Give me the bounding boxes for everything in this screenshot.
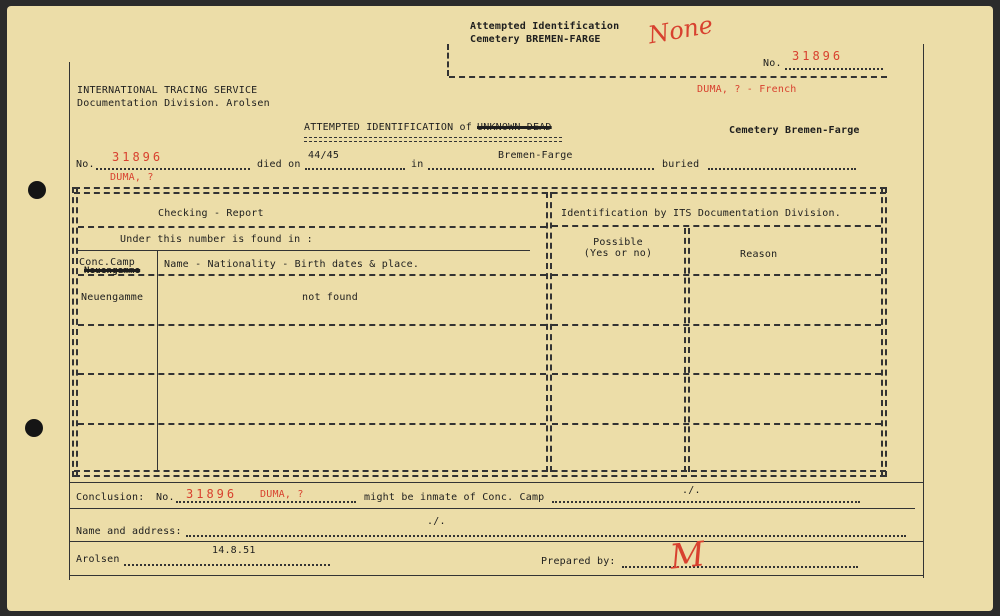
name-nationality: DUMA, ? - French — [697, 84, 797, 95]
date-value: 14.8.51 — [212, 545, 256, 556]
conclusion-name: DUMA, ? — [260, 489, 304, 500]
inmate-dots — [552, 501, 860, 503]
initials-signature: M — [668, 534, 707, 578]
row-line-3-right — [552, 423, 881, 425]
record-no-value: 31896 — [112, 150, 164, 164]
name-address-label: Name and address: — [76, 526, 182, 537]
table-right-border-1 — [881, 187, 883, 477]
col-name-header: Name - Nationality - Birth dates & place. — [164, 259, 420, 270]
column-header-line-right — [552, 274, 881, 276]
col-possible-line2: (Yes or no) — [583, 248, 653, 259]
row-camp-value: Neuengamme — [81, 292, 144, 303]
record-name: DUMA, ? — [110, 172, 154, 183]
right-frame-line — [923, 44, 924, 578]
org-division: Documentation Division. Arolsen — [77, 98, 270, 109]
stamp-line-1: Attempted Identification — [470, 21, 620, 32]
died-value: 44/45 — [308, 150, 340, 161]
place-dots — [428, 168, 654, 170]
cemetery-stamp: Cemetery Bremen-Farge — [729, 125, 860, 136]
checking-header-line — [78, 226, 546, 228]
punch-hole-top — [28, 181, 46, 199]
col-possible-line1: Possible — [593, 237, 643, 248]
row-name-value: not found — [302, 292, 358, 303]
col-reason-header: Reason — [740, 249, 778, 260]
footer-bottom-line — [69, 575, 923, 576]
row-line-3-left — [78, 423, 546, 425]
identification-heading: Identification by ITS Documentation Division. — [561, 208, 841, 219]
found-in-heading: Under this number is found in : — [120, 234, 313, 245]
title-underline-2 — [304, 141, 562, 142]
table-middle-divider-1 — [546, 192, 548, 472]
buried-label: buried — [662, 159, 700, 170]
possible-reason-divider-1 — [684, 228, 686, 472]
col-camp-struck: Neuengamme — [84, 266, 141, 276]
header-no-label: No. — [763, 58, 782, 69]
header-no-dots — [785, 68, 883, 70]
found-in-line — [78, 250, 530, 251]
record-no-dots — [96, 168, 250, 170]
name-address-dots — [186, 535, 906, 537]
title-struck-text: UNKNOWN DEAD — [477, 122, 552, 133]
place-label: Arolsen — [76, 554, 120, 565]
prepared-by-label: Prepared by: — [541, 556, 616, 567]
document-card — [7, 6, 993, 611]
died-dots — [305, 168, 405, 170]
row-line-1-left — [78, 324, 546, 326]
table-left-border-1 — [72, 187, 74, 477]
col-camp-header: Conc.Camp — [79, 257, 135, 268]
conclusion-no-value: 31896 — [186, 487, 238, 501]
conclusion-label: Conclusion: — [76, 492, 145, 503]
conclusion-top-line — [69, 482, 923, 483]
table-left-border-2 — [76, 187, 78, 477]
table-middle-divider-2 — [550, 192, 552, 472]
table-top-border-2 — [74, 192, 886, 194]
title-underline-1 — [304, 137, 562, 138]
table-bottom-border-2 — [74, 475, 886, 477]
column-header-line-left — [78, 274, 546, 276]
handwritten-note: None — [646, 10, 716, 50]
left-frame-line — [69, 62, 70, 580]
document-title: ATTEMPTED IDENTIFICATION of — [304, 122, 472, 133]
stamp-box-left — [447, 44, 449, 76]
stamp-line-2: Cemetery BREMEN-FARGE — [470, 34, 601, 45]
buried-dots — [708, 168, 856, 170]
record-no-label: No. — [76, 159, 95, 170]
possible-reason-divider-2 — [688, 228, 690, 472]
place-value: Bremen-Farge — [498, 150, 573, 161]
punch-hole-bottom — [25, 419, 43, 437]
date-dots — [124, 564, 330, 566]
row-line-2-left — [78, 373, 546, 375]
stamp-box-bottom — [449, 76, 887, 78]
name-address-value: ./. — [427, 516, 446, 527]
table-top-border-1 — [74, 187, 886, 189]
inmate-value: ./. — [682, 485, 701, 496]
col-possible-header — [552, 237, 684, 259]
camp-column-divider — [157, 251, 158, 472]
died-label: died on — [257, 159, 301, 170]
in-label: in — [411, 159, 424, 170]
name-address-bottom-line — [69, 541, 923, 542]
prepared-by-dots — [622, 566, 858, 568]
table-bottom-border-1 — [74, 470, 886, 472]
org-name: INTERNATIONAL TRACING SERVICE — [77, 85, 258, 96]
checking-report-heading: Checking - Report — [158, 208, 264, 219]
row-line-1-right — [552, 324, 881, 326]
inmate-label: might be inmate of Conc. Camp — [364, 492, 545, 503]
row-line-2-right — [552, 373, 881, 375]
conclusion-no-dots — [176, 501, 356, 503]
conclusion-bottom-line — [69, 508, 915, 509]
table-right-border-2 — [885, 187, 887, 477]
conclusion-no-label: No. — [156, 492, 175, 503]
header-no-value: 31896 — [792, 49, 844, 63]
identification-header-line — [552, 225, 881, 227]
